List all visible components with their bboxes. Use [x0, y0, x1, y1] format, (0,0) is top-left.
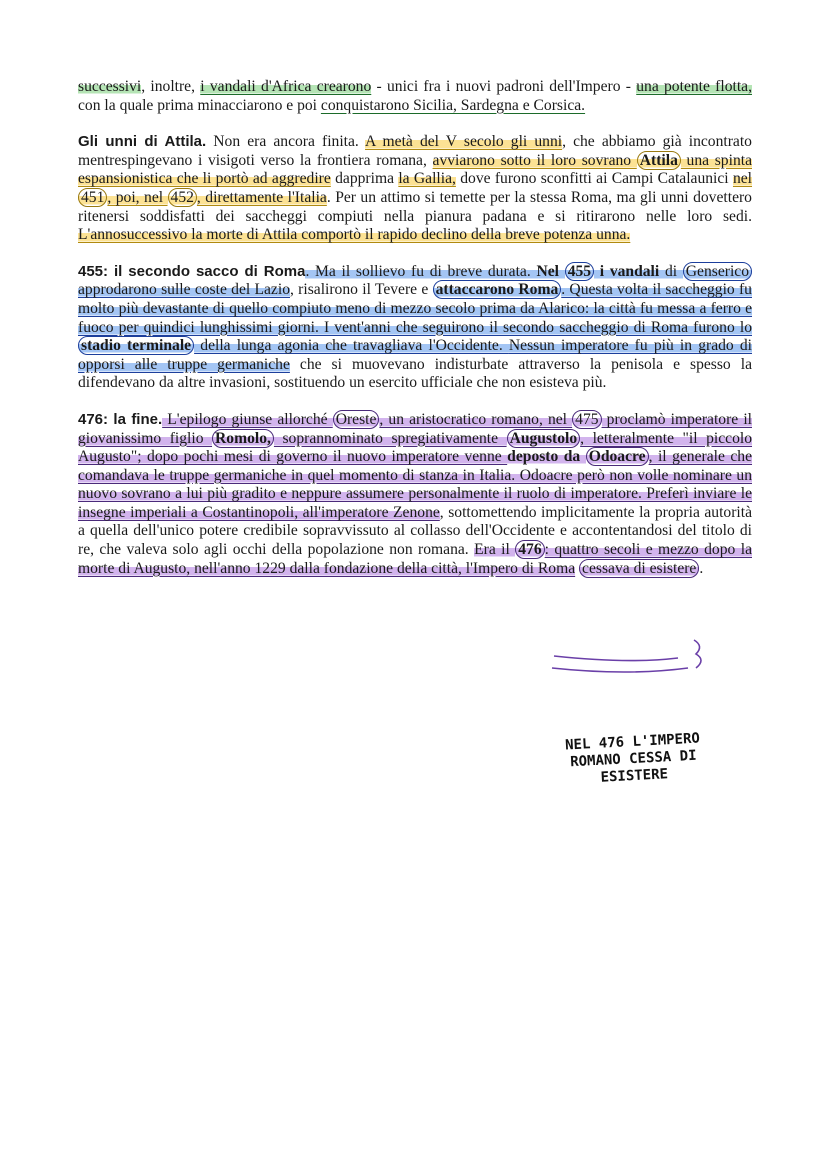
- text-span: : la città fu messa a ferro e fuoco per quindici lunghissimi giorni. I vent'anni che seguirono il secondo saccheggio di Roma furono lo: [78, 299, 753, 336]
- text-span: . Ma il sollievo fu di breve durata.: [305, 262, 537, 280]
- text-span: 452: [168, 188, 197, 207]
- text-span: proclamò imperatore il giovanissimo figlio: [78, 410, 752, 447]
- text-span: , letteralmente "il piccolo Augusto"; dopo pochi mesi di governo il nuovo imperatore venne: [78, 429, 753, 466]
- document-page: [78, 78, 752, 596]
- paragraph-unni: [78, 133, 752, 245]
- paragraph-sacco: [78, 263, 752, 393]
- text-span: soprannominato spregiativamente: [273, 429, 507, 447]
- text-span: , direttamente l'Italia: [196, 188, 327, 206]
- text-span: della lunga agonia che travagliava l'Occidente.: [194, 337, 509, 355]
- text-span: , sottomettendo implicitamente la propria autorità a quella dell'unico potere credibile sopravvissuto al collasso dell'Occidente e accontentandosi del titolo di re, che valeva solo agli occhi della popolazione non romana.: [78, 503, 753, 559]
- text-span: A metà del V secolo gli unni: [365, 133, 563, 151]
- section-heading: Gli unni di Attila.: [78, 133, 207, 151]
- text-span: Era il: [474, 541, 516, 559]
- text-span: una potente flotta,: [636, 78, 752, 95]
- text-span: deposto da: [507, 448, 586, 466]
- text-span: dove furono sconfitti ai Campi Catalaunici: [455, 170, 733, 188]
- text-span: 455: [565, 262, 594, 281]
- text-span: cessava di esistere: [579, 559, 699, 578]
- text-span: attaccarono Roma: [433, 280, 562, 299]
- text-span: la Gallia,: [398, 170, 456, 188]
- text-span: 475: [572, 410, 601, 429]
- text-span: successivi: [78, 78, 142, 95]
- text-span: Non era ancora finita.: [206, 133, 366, 151]
- paragraph-fine: [78, 411, 752, 578]
- text-span: L'epilogo giunse allorché: [162, 410, 333, 428]
- text-span: - unici fra i nuovi padroni dell'Impero -: [371, 78, 637, 95]
- paragraph-vandali: [78, 78, 752, 115]
- note-line: NEL 476 L'IMPERO: [564, 730, 701, 754]
- text-span: , inoltre,: [141, 78, 201, 95]
- text-span: , risalirono il Tevere e: [290, 281, 433, 299]
- text-span: : quattro secoli e mezzo dopo la morte di Augusto, nell'anno 1229 dalla fondazione della città, l'Impero di Roma: [78, 541, 752, 577]
- text-span: 451: [78, 188, 107, 207]
- text-span: Nel: [536, 262, 565, 280]
- text-span: i vandali: [594, 262, 660, 280]
- text-span: Odoacre: [586, 447, 649, 466]
- text-span: i vandali d'Africa crearono: [200, 78, 372, 95]
- text-span: . Questa volta il saccheggio fu molto più devastante di quello compiuto meno di mezzo secolo prima da Alarico: [78, 281, 752, 317]
- text-span: con la quale prima minacciarono e poi: [78, 96, 321, 114]
- text-span: approdarono sulle coste del Lazio: [78, 281, 290, 299]
- text-span: Genserico: [683, 262, 752, 281]
- text-span: una spinta espansionistica che li portò ad aggredire: [78, 151, 752, 188]
- text-span: che si muovevano indisturbate attraverso la penisola e spesso la difendevano da altre invasioni, sostituendo un esercito ufficiale che non esisteva più.: [78, 355, 752, 392]
- text-span: , un aristocratico romano, nel: [379, 410, 573, 428]
- note-line: ROMANO CESSA DI: [569, 747, 697, 771]
- handwritten-underline-scribble: [548, 634, 708, 684]
- text-span: conquistarono Sicilia, Sardegna e Corsica.: [320, 96, 586, 114]
- text-span: . Per un attimo si temette per la stessa Roma, ma gli unni dovettero ritenersi soddisfatti dei saccheggi compiuti nella pianura padana e si ritirarono nelle loro sedi.: [78, 188, 752, 225]
- section-heading: 455: il secondo sacco di Roma: [78, 262, 306, 280]
- text-span: 476: [515, 540, 544, 559]
- note-line: ESISTERE: [600, 766, 669, 786]
- text-span: dapprima: [330, 170, 399, 188]
- text-span: L'annosuccessivo la morte di Attila comportò il rapido declino della breve potenza unna.: [78, 226, 631, 244]
- handwritten-note: [565, 731, 702, 789]
- text-span: .: [699, 559, 704, 577]
- section-heading: 476: la fine.: [78, 410, 163, 428]
- text-span: Romolo,: [212, 429, 274, 448]
- text-span: nel: [732, 170, 753, 188]
- text-span: Nessun imperatore fu più in grado di opporsi alle truppe germaniche: [78, 337, 752, 373]
- text-span: , poi, nel: [107, 188, 168, 206]
- text-span: , il generale che comandava le truppe germaniche in quel momento di stanza in Italia. Odoacre però non volle nominare un nuovo sovrano a lui più gradito e neppure assumere personalmente il ruolo di imperatore. Preferì inviare le insegne imperiali a Costantinopoli, all'imperatore Zenone: [78, 448, 753, 521]
- text-span: di: [659, 262, 683, 280]
- text-span: Oreste: [333, 410, 380, 429]
- text-span: avviarono sotto il loro sovrano: [432, 151, 637, 169]
- text-span: Attila: [637, 151, 681, 170]
- text-span: stadio terminale: [78, 336, 194, 355]
- text-span: Augustolo: [507, 429, 581, 448]
- text-span: , che abbiamo già incontrato mentrespingevano i visigoti verso la frontiera romana,: [78, 133, 752, 169]
